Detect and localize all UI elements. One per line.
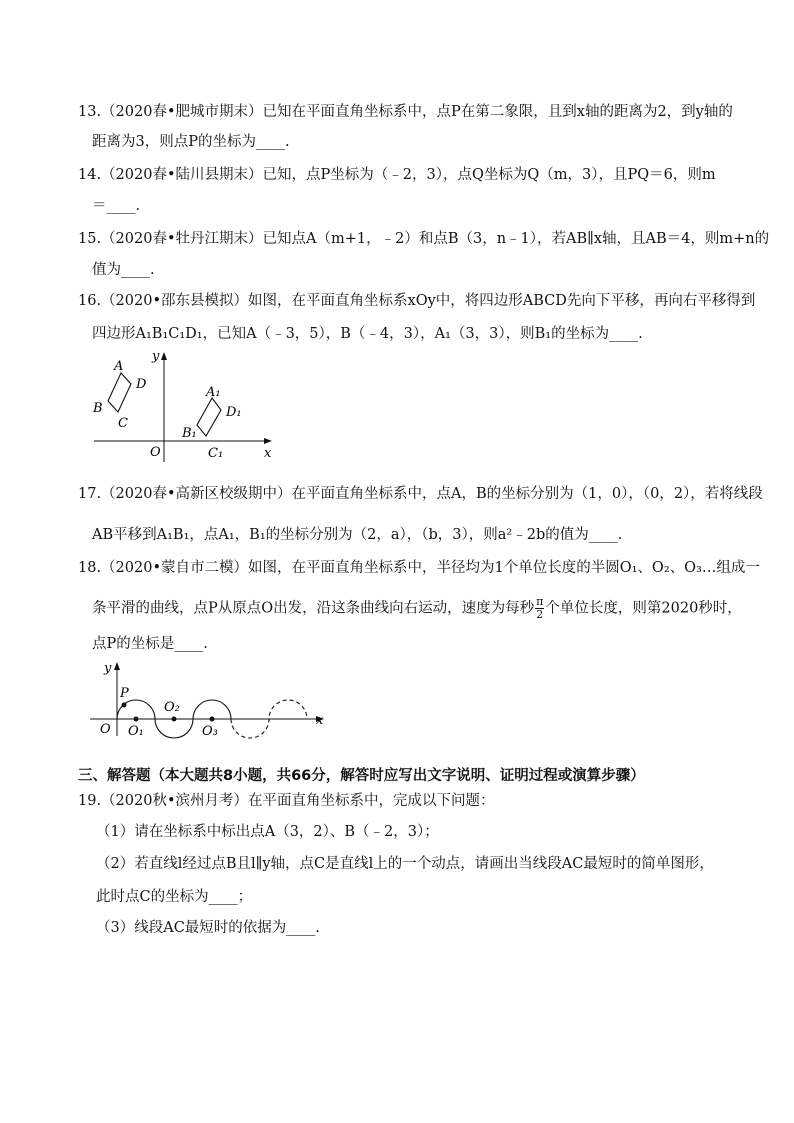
label-O3: O₃: [202, 724, 218, 739]
q13-line2: 距离为3，则点P的坐标为____.: [92, 134, 290, 150]
q16-line2: 四边形A₁B₁C₁D₁，已知A（﹣3，5），B（﹣4，3），A₁（3，3），则B₁的坐标为____.: [92, 326, 643, 342]
label-x: x: [264, 446, 272, 461]
point-O3: [210, 717, 215, 722]
q18-y-arrow: [114, 662, 120, 670]
label-B: B: [93, 401, 103, 416]
q18-line1: 18.（2020•蒙自市二模）如图，在平面直角坐标系中，半径均为1个单位长度的半圆O₁、O₂、O₃…组成一: [78, 560, 760, 576]
label-x: x: [316, 713, 324, 728]
quad-a1b1c1d1: [197, 398, 221, 436]
q18-line2-part-b: 个单位长度，则第2020秒时，: [545, 600, 742, 617]
point-O1: [134, 717, 139, 722]
label-C1: C₁: [208, 446, 224, 461]
quad-abcd: [108, 373, 131, 412]
q18-figure: [84, 658, 334, 742]
label-y: y: [104, 661, 112, 676]
label-P: P: [120, 686, 129, 701]
label-A: A: [114, 359, 124, 374]
label-D: D: [136, 377, 147, 392]
label-O: O: [150, 445, 161, 460]
q18-frac-den: 2: [536, 608, 544, 621]
q18-line2-part-a: 条平滑的曲线，点P从原点O出发，沿这条曲线向右运动，速度为每秒: [92, 600, 535, 617]
q16-figure: [88, 348, 288, 468]
q19-part1: （1）请在坐标系中标出点A（3，2）、B（﹣2，3）；: [96, 824, 439, 840]
q18-fraction: [535, 596, 544, 621]
q16-y-arrow: [161, 352, 167, 360]
label-O: O: [100, 722, 111, 737]
label-O1: O₁: [128, 724, 144, 739]
q14-line2: ＝____.: [92, 198, 141, 214]
label-C: C: [118, 416, 128, 431]
label-O2: O₂: [164, 700, 180, 715]
point-O2: [172, 717, 177, 722]
label-y: y: [152, 349, 160, 364]
label-D1: D₁: [226, 405, 242, 420]
label-A1: A₁: [206, 385, 221, 400]
q18-frac-num: π: [536, 595, 544, 608]
q15-line1: 15.（2020春•牡丹江期末）已知点A（m+1，﹣2）和点B（3，n﹣1），若AB∥x轴，且AB＝4，则m+n的: [78, 231, 770, 247]
q19-part3: （3）线段AC最短时的依据为____.: [96, 920, 320, 936]
q17-line2: AB平移到A₁B₁，点A₁，B₁的坐标分别为（2，a），（b，3），则a²﹣2b的值为____.: [92, 527, 623, 543]
q18-line2: [92, 596, 742, 621]
q16-line1: 16.（2020•邵东县模拟）如图，在平面直角坐标系xOy中，将四边形ABCD先向下平移，再向右平移得到: [78, 293, 756, 309]
q13-line1: 13.（2020春•肥城市期末）已知在平面直角坐标系中，点P在第二象限，且到x轴的距离为2，到y轴的: [78, 104, 733, 120]
q15-line2: 值为____.: [92, 262, 155, 278]
label-B1: B₁: [182, 426, 197, 441]
q19-part2a: （2）若直线l经过点B且l∥y轴，点C是直线l上的一个动点，请画出当线段AC最短时的简单图形，: [96, 856, 714, 872]
point-P: [122, 703, 127, 708]
section-heading: 三、解答题（本大题共8小题，共66分，解答时应写出文字说明、证明过程或演算步骤）: [78, 768, 645, 784]
q19-line1: 19.（2020秋•滨州月考）在平面直角坐标系中，完成以下问题：: [78, 793, 495, 809]
q17-line1: 17.（2020春•高新区校级期中）在平面直角坐标系中，点A，B的坐标分别为（1，0），（0，2），若将线段: [78, 486, 763, 502]
q16-x-arrow: [264, 438, 272, 444]
q18-line3: 点P的坐标是____.: [92, 636, 208, 652]
q14-line1: 14.（2020春•陆川县期末）已知，点P坐标为（﹣2，3），点Q坐标为Q（m，3），且PQ＝6，则m: [78, 167, 716, 183]
q19-part2b: 此时点C的坐标为____；: [96, 889, 253, 905]
